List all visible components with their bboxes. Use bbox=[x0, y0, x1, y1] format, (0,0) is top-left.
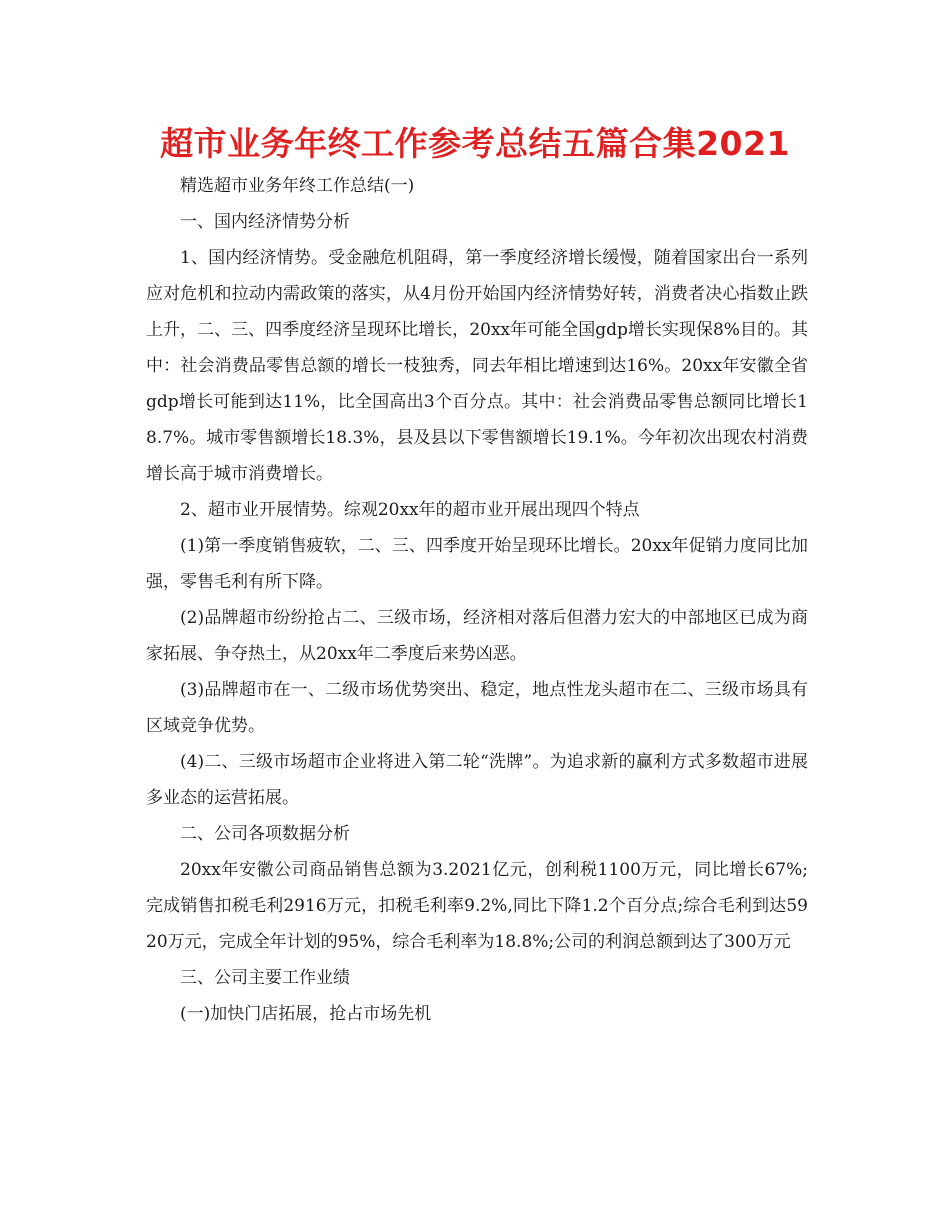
document-title: 超市业务年终工作参考总结五篇合集2021 bbox=[160, 124, 790, 163]
body-paragraph: (3)品牌超市在一、二级市场优势突出、稳定，地点性龙头超市在二、三级市场具有区域竞争优势。 bbox=[146, 680, 808, 736]
body-paragraph: 2、超市业开展情势。综观20xx年的超市业开展出现四个特点 bbox=[180, 500, 640, 520]
section-heading: 二、公司各项数据分析 bbox=[180, 824, 350, 844]
body-paragraph: (2)品牌超市纷纷抢占二、三级市场，经济相对落后但潜力宏大的中部地区已成为商家拓展、争夺热土，从20xx年二季度后来势凶恶。 bbox=[146, 608, 808, 664]
section-heading: 三、公司主要工作业绩 bbox=[180, 968, 350, 988]
section-heading: (一)加快门店拓展，抢占市场先机 bbox=[180, 1004, 432, 1024]
body-paragraph: (4)二、三级市场超市企业将进入第二轮“洗牌”。为追求新的赢利方式多数超市进展多业态的运营拓展。 bbox=[146, 752, 808, 808]
body-paragraph: (1)第一季度销售疲软，二、三、四季度开始呈现环比增长。20xx年促销力度同比加强，零售毛利有所下降。 bbox=[146, 536, 808, 592]
body-paragraph: 20xx年安徽公司商品销售总额为3.2021亿元，创利税1100万元，同比增长67%;完成销售扣税毛利2916万元，扣税毛利率9.2%,同比下降1.2个百分点;综合毛利到达5920万元，完成全年计划的95%，综合毛利率为18.8%;公司的利润总额到达了300万元 bbox=[146, 860, 808, 952]
section-heading: 一、国内经济情势分析 bbox=[180, 212, 350, 232]
section-heading: 精选超市业务年终工作总结(一) bbox=[180, 176, 415, 196]
document-body bbox=[146, 168, 808, 1032]
body-paragraph: 1、国内经济情势。受金融危机阻碍，第一季度经济增长缓慢，随着国家出台一系列应对危机和拉动内需政策的落实，从4月份开始国内经济情势好转，消费者决心指数止跌上升，二、三、四季度经济呈现环比增长，20xx年可能全国gdp增长实现保8%目的。其中：社会消费品零售总额的增长一枝独秀，同去年相比增速到达16%。20xx年安徽全省gdp增长可能到达11%，比全国高出3个百分点。其中：社会消费品零售总额同比增长18.7%。城市零售额增长18.3%，县及县以下零售额增长19.1%。今年初次出现农村消费增长高于城市消费增长。 bbox=[146, 248, 808, 484]
